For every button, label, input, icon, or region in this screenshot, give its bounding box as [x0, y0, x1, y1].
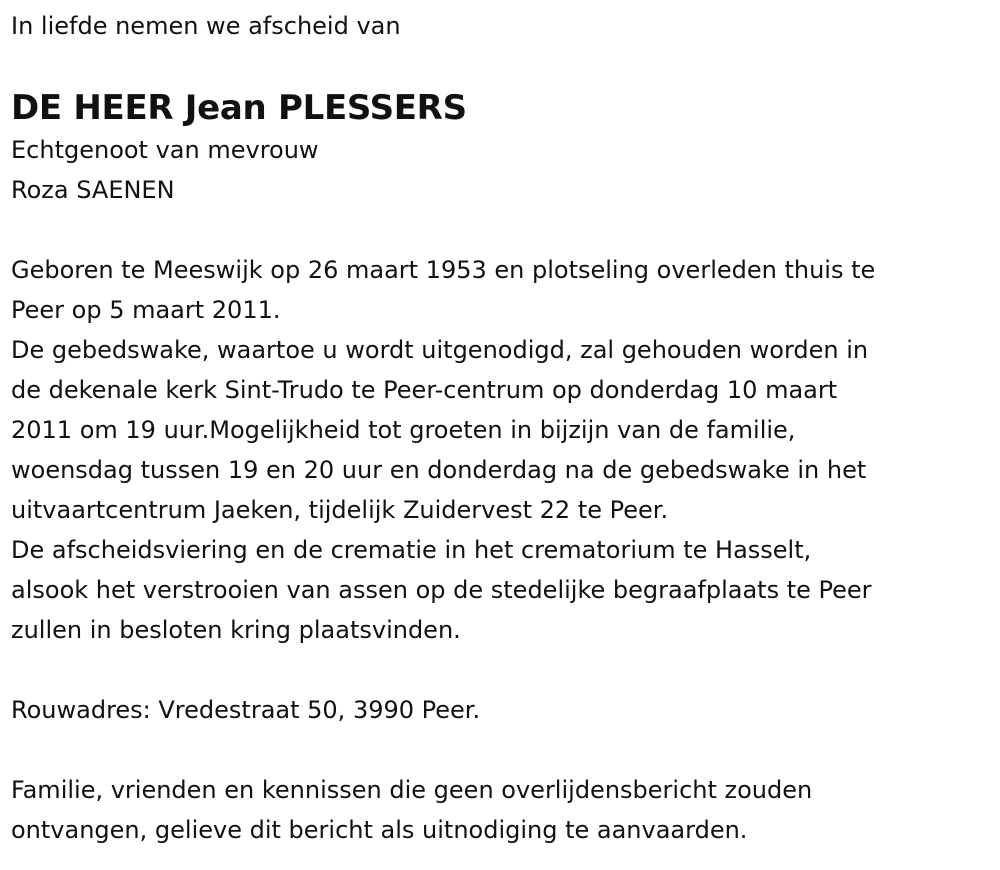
intro-text: In liefde nemen we afscheid van [11, 12, 401, 40]
body-paragraphs [11, 250, 986, 650]
closing-line: ontvangen, gelieve dit bericht als uitnodiging te aanvaarden. [11, 816, 748, 844]
body-line: Geboren te Meeswijk op 26 maart 1953 en plotseling overleden thuis te [11, 256, 876, 284]
spouse-name: Roza SAENEN [11, 176, 175, 204]
spacer [11, 210, 986, 250]
body-line: de dekenale kerk Sint-Trudo te Peer-centrum op donderdag 10 maart [11, 376, 838, 404]
spacer [11, 650, 986, 690]
spacer [11, 730, 986, 770]
body-line: De afscheidsviering en de crematie in het crematorium te Hasselt, [11, 536, 812, 564]
spouse-line: Echtgenoot van mevrouw [11, 136, 319, 164]
body-line: uitvaartcentrum Jaeken, tijdelijk Zuidervest 22 te Peer. [11, 496, 669, 524]
closing-line: Familie, vrienden en kennissen die geen overlijdensbericht zouden [11, 776, 813, 804]
closing-paragraph [11, 770, 986, 850]
body-line: De gebedswake, waartoe u wordt uitgenodigd, zal gehouden worden in [11, 336, 869, 364]
mourning-address: Rouwadres: Vredestraat 50, 3990 Peer. [11, 696, 481, 724]
body-line: alsook het verstrooien van assen op de stedelijke begraafplaats te Peer [11, 576, 872, 604]
spouse-block [11, 130, 986, 210]
deceased-name: DE HEER Jean PLESSERS [11, 88, 467, 128]
death-notice [11, 6, 986, 850]
body-line: woensdag tussen 19 en 20 uur en donderdag na de gebedswake in het [11, 456, 867, 484]
body-line: Peer op 5 maart 2011. [11, 296, 281, 324]
body-line: zullen in besloten kring plaatsvinden. [11, 616, 461, 644]
body-line: 2011 om 19 uur.Mogelijkheid tot groeten in bijzijn van de familie, [11, 416, 796, 444]
